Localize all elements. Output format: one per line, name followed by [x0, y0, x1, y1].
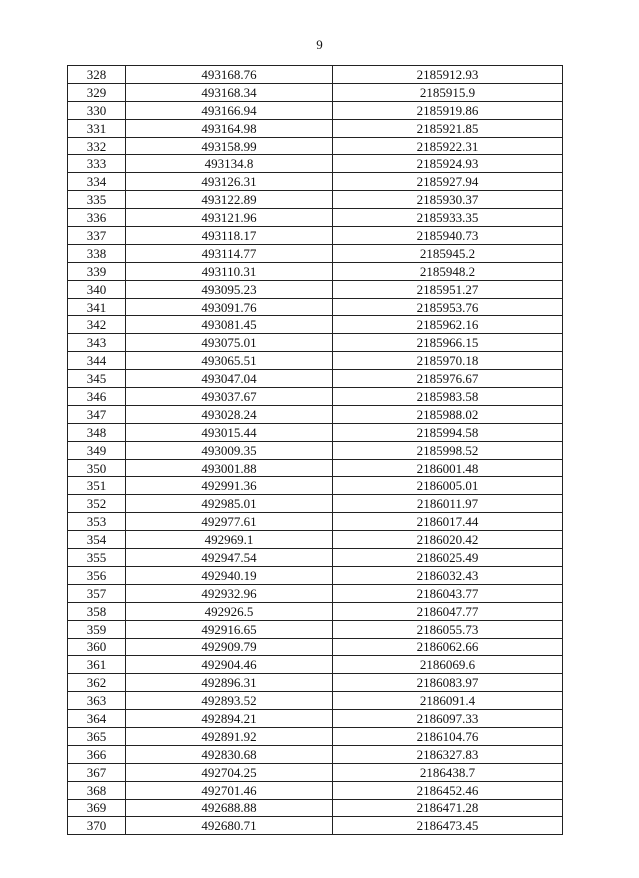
x-coordinate-cell: 493015.44	[126, 423, 333, 441]
table-row	[68, 692, 563, 710]
table-row	[68, 531, 563, 549]
point-number-cell: 368	[68, 781, 126, 799]
x-coordinate-cell: 493028.24	[126, 405, 333, 423]
y-coordinate-cell: 2185912.93	[333, 66, 563, 84]
point-number-cell: 345	[68, 370, 126, 388]
y-coordinate-cell: 2185919.86	[333, 101, 563, 119]
y-coordinate-cell: 2186043.77	[333, 584, 563, 602]
point-number-cell: 363	[68, 692, 126, 710]
table-row	[68, 280, 563, 298]
x-coordinate-cell: 492896.31	[126, 674, 333, 692]
y-coordinate-cell: 2186473.45	[333, 817, 563, 835]
y-coordinate-cell: 2185953.76	[333, 298, 563, 316]
x-coordinate-cell: 493110.31	[126, 262, 333, 280]
x-coordinate-cell: 492688.88	[126, 799, 333, 817]
table-row	[68, 745, 563, 763]
y-coordinate-cell: 2186452.46	[333, 781, 563, 799]
point-number-cell: 340	[68, 280, 126, 298]
point-number-cell: 348	[68, 423, 126, 441]
x-coordinate-cell: 493114.77	[126, 244, 333, 262]
x-coordinate-cell: 493166.94	[126, 101, 333, 119]
point-number-cell: 351	[68, 477, 126, 495]
point-number-cell: 346	[68, 388, 126, 406]
point-number-cell: 356	[68, 566, 126, 584]
table-row	[68, 817, 563, 835]
point-number-cell: 365	[68, 727, 126, 745]
point-number-cell: 366	[68, 745, 126, 763]
point-number-cell: 359	[68, 620, 126, 638]
y-coordinate-cell: 2186097.33	[333, 710, 563, 728]
table-row	[68, 262, 563, 280]
page-number: 9	[316, 37, 323, 52]
y-coordinate-cell: 2186438.7	[333, 763, 563, 781]
x-coordinate-cell: 493164.98	[126, 119, 333, 137]
table-row	[68, 209, 563, 227]
y-coordinate-cell: 2186069.6	[333, 656, 563, 674]
y-coordinate-cell: 2185976.67	[333, 370, 563, 388]
point-number-cell: 334	[68, 173, 126, 191]
y-coordinate-cell: 2186047.77	[333, 602, 563, 620]
table-row	[68, 763, 563, 781]
y-coordinate-cell: 2186020.42	[333, 531, 563, 549]
y-coordinate-cell: 2185948.2	[333, 262, 563, 280]
y-coordinate-cell: 2186032.43	[333, 566, 563, 584]
y-coordinate-cell: 2185945.2	[333, 244, 563, 262]
x-coordinate-cell: 492893.52	[126, 692, 333, 710]
x-coordinate-cell: 493065.51	[126, 352, 333, 370]
point-number-cell: 341	[68, 298, 126, 316]
x-coordinate-cell: 493037.67	[126, 388, 333, 406]
point-number-cell: 355	[68, 549, 126, 567]
point-number-cell: 333	[68, 155, 126, 173]
point-number-cell: 344	[68, 352, 126, 370]
point-number-cell: 364	[68, 710, 126, 728]
x-coordinate-cell: 493121.96	[126, 209, 333, 227]
x-coordinate-cell: 492680.71	[126, 817, 333, 835]
x-coordinate-cell: 492932.96	[126, 584, 333, 602]
point-number-cell: 353	[68, 513, 126, 531]
table-row	[68, 227, 563, 245]
table-row	[68, 66, 563, 84]
x-coordinate-cell: 492704.25	[126, 763, 333, 781]
table-row	[68, 298, 563, 316]
point-number-cell: 350	[68, 459, 126, 477]
table-row	[68, 370, 563, 388]
x-coordinate-cell: 493091.76	[126, 298, 333, 316]
y-coordinate-cell: 2186104.76	[333, 727, 563, 745]
x-coordinate-cell: 493009.35	[126, 441, 333, 459]
x-coordinate-cell: 493001.88	[126, 459, 333, 477]
coordinates-table-body	[68, 66, 563, 835]
x-coordinate-cell: 492830.68	[126, 745, 333, 763]
x-coordinate-cell: 492909.79	[126, 638, 333, 656]
point-number-cell: 354	[68, 531, 126, 549]
point-number-cell: 335	[68, 191, 126, 209]
point-number-cell: 367	[68, 763, 126, 781]
coordinates-table	[67, 65, 563, 835]
table-row	[68, 620, 563, 638]
x-coordinate-cell: 492985.01	[126, 495, 333, 513]
y-coordinate-cell: 2186011.97	[333, 495, 563, 513]
x-coordinate-cell: 492891.92	[126, 727, 333, 745]
y-coordinate-cell: 2185927.94	[333, 173, 563, 191]
table-row	[68, 191, 563, 209]
x-coordinate-cell: 492940.19	[126, 566, 333, 584]
y-coordinate-cell: 2185983.58	[333, 388, 563, 406]
y-coordinate-cell: 2186083.97	[333, 674, 563, 692]
y-coordinate-cell: 2186327.83	[333, 745, 563, 763]
table-row	[68, 388, 563, 406]
table-row	[68, 674, 563, 692]
table-row	[68, 549, 563, 567]
x-coordinate-cell: 492701.46	[126, 781, 333, 799]
point-number-cell: 349	[68, 441, 126, 459]
x-coordinate-cell: 492916.65	[126, 620, 333, 638]
point-number-cell: 337	[68, 227, 126, 245]
point-number-cell: 342	[68, 316, 126, 334]
table-row	[68, 638, 563, 656]
table-row	[68, 441, 563, 459]
table-row	[68, 710, 563, 728]
x-coordinate-cell: 493168.76	[126, 66, 333, 84]
y-coordinate-cell: 2185966.15	[333, 334, 563, 352]
point-number-cell: 336	[68, 209, 126, 227]
table-row	[68, 799, 563, 817]
point-number-cell: 361	[68, 656, 126, 674]
y-coordinate-cell: 2186055.73	[333, 620, 563, 638]
x-coordinate-cell: 493168.34	[126, 83, 333, 101]
point-number-cell: 358	[68, 602, 126, 620]
y-coordinate-cell: 2185998.52	[333, 441, 563, 459]
table-row	[68, 83, 563, 101]
y-coordinate-cell: 2185915.9	[333, 83, 563, 101]
table-row	[68, 352, 563, 370]
x-coordinate-cell: 493047.04	[126, 370, 333, 388]
y-coordinate-cell: 2186062.66	[333, 638, 563, 656]
point-number-cell: 330	[68, 101, 126, 119]
table-row	[68, 101, 563, 119]
y-coordinate-cell: 2185921.85	[333, 119, 563, 137]
table-row	[68, 119, 563, 137]
y-coordinate-cell: 2186025.49	[333, 549, 563, 567]
point-number-cell: 357	[68, 584, 126, 602]
y-coordinate-cell: 2185924.93	[333, 155, 563, 173]
table-row	[68, 495, 563, 513]
point-number-cell: 331	[68, 119, 126, 137]
y-coordinate-cell: 2185951.27	[333, 280, 563, 298]
y-coordinate-cell: 2185994.58	[333, 423, 563, 441]
table-row	[68, 656, 563, 674]
table-row	[68, 155, 563, 173]
table-row	[68, 566, 563, 584]
x-coordinate-cell: 492991.36	[126, 477, 333, 495]
x-coordinate-cell: 493158.99	[126, 137, 333, 155]
table-row	[68, 602, 563, 620]
x-coordinate-cell: 492969.1	[126, 531, 333, 549]
point-number-cell: 328	[68, 66, 126, 84]
point-number-cell: 352	[68, 495, 126, 513]
table-row	[68, 727, 563, 745]
table-row	[68, 405, 563, 423]
table-row	[68, 334, 563, 352]
y-coordinate-cell: 2185940.73	[333, 227, 563, 245]
table-row	[68, 423, 563, 441]
point-number-cell: 329	[68, 83, 126, 101]
point-number-cell: 370	[68, 817, 126, 835]
x-coordinate-cell: 493122.89	[126, 191, 333, 209]
point-number-cell: 347	[68, 405, 126, 423]
point-number-cell: 369	[68, 799, 126, 817]
y-coordinate-cell: 2186471.28	[333, 799, 563, 817]
table-row	[68, 244, 563, 262]
y-coordinate-cell: 2185933.35	[333, 209, 563, 227]
y-coordinate-cell: 2186091.4	[333, 692, 563, 710]
table-row	[68, 459, 563, 477]
x-coordinate-cell: 493126.31	[126, 173, 333, 191]
y-coordinate-cell: 2185922.31	[333, 137, 563, 155]
x-coordinate-cell: 492894.21	[126, 710, 333, 728]
x-coordinate-cell: 492904.46	[126, 656, 333, 674]
x-coordinate-cell: 493075.01	[126, 334, 333, 352]
x-coordinate-cell: 492977.61	[126, 513, 333, 531]
x-coordinate-cell: 492926.5	[126, 602, 333, 620]
point-number-cell: 338	[68, 244, 126, 262]
y-coordinate-cell: 2186005.01	[333, 477, 563, 495]
x-coordinate-cell: 492947.54	[126, 549, 333, 567]
table-row	[68, 137, 563, 155]
table-row	[68, 584, 563, 602]
point-number-cell: 343	[68, 334, 126, 352]
x-coordinate-cell: 493095.23	[126, 280, 333, 298]
y-coordinate-cell: 2185970.18	[333, 352, 563, 370]
x-coordinate-cell: 493081.45	[126, 316, 333, 334]
y-coordinate-cell: 2186017.44	[333, 513, 563, 531]
point-number-cell: 360	[68, 638, 126, 656]
table-row	[68, 513, 563, 531]
x-coordinate-cell: 493118.17	[126, 227, 333, 245]
point-number-cell: 332	[68, 137, 126, 155]
y-coordinate-cell: 2185962.16	[333, 316, 563, 334]
table-row	[68, 477, 563, 495]
table-row	[68, 781, 563, 799]
table-row	[68, 173, 563, 191]
point-number-cell: 362	[68, 674, 126, 692]
y-coordinate-cell: 2186001.48	[333, 459, 563, 477]
point-number-cell: 339	[68, 262, 126, 280]
y-coordinate-cell: 2185988.02	[333, 405, 563, 423]
y-coordinate-cell: 2185930.37	[333, 191, 563, 209]
table-row	[68, 316, 563, 334]
x-coordinate-cell: 493134.8	[126, 155, 333, 173]
